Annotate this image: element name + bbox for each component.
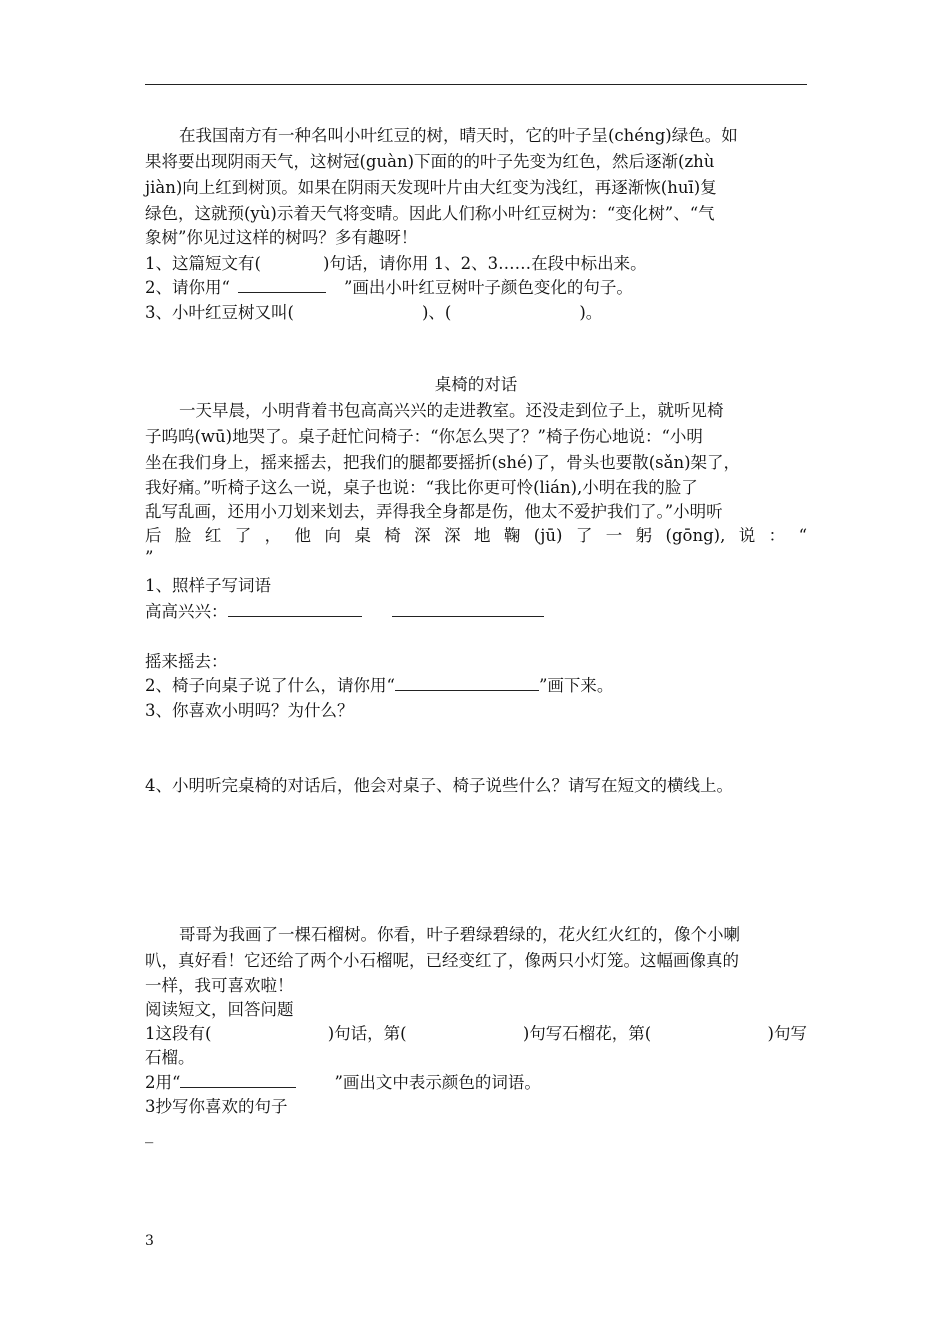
passage2-question-4: 4、小明听完桌椅的对话后，他会对桌子、椅子说些什么？请写在短文的横线上。 (145, 776, 733, 795)
word: 后 (145, 526, 162, 545)
word: 说 (738, 526, 756, 545)
underline-sample (238, 277, 326, 293)
word: 脸 (174, 526, 192, 545)
answer-line[interactable] (392, 601, 544, 617)
question-text: 2、请你用“ (145, 278, 230, 297)
word: 鞠 (503, 526, 521, 545)
passage2-line: 子呜呜(wū)地哭了。桌子赶忙问椅子：“你怎么哭了？”椅子伤心地说：“小明 (145, 427, 703, 446)
word: (gōng), (665, 526, 726, 545)
word: 桌 (354, 526, 371, 545)
question-text: )句写石榴花，第( (522, 1024, 652, 1043)
word: ， (264, 526, 282, 545)
underline-sample (180, 1072, 296, 1088)
passage2-line: 乱写乱画，还用小刀划来划去，弄得我全身都是伤，他太不爱护我们了。”小明听 (145, 502, 723, 521)
page-number: 3 (145, 1233, 154, 1249)
word: (jū) (533, 526, 563, 545)
passage1-question-1 (145, 252, 807, 276)
question-text: )句话，第( (327, 1024, 407, 1043)
passage3-line: 一样，我可喜欢啦！ (145, 976, 294, 995)
example-word: 摇来摇去： (145, 652, 228, 671)
question-text: ”画出文中表示颜色的词语。 (334, 1073, 541, 1092)
passage2-question-2 (145, 674, 807, 698)
header-rule (145, 84, 807, 85)
passage1-line: jiàn)向上红到树顶。如果在阴雨天发现叶片由大红变为浅红，再逐渐恢(huī)复 (145, 178, 717, 197)
passage2-line: ” (145, 548, 154, 567)
answer-line[interactable] (228, 601, 362, 617)
passage3-question-2 (145, 1071, 807, 1095)
passage2-line: 我好痛。”听椅子这么一说，桌子也说：“我比你更可怜(lián),小明在我的脸了 (145, 478, 698, 497)
word: 深 (414, 526, 431, 545)
word: ： (768, 526, 786, 545)
passage3-line: 哥哥为我画了一棵石榴树。你看，叶子碧绿碧绿的，花火红火红的，像个小喇 (179, 925, 740, 944)
word: 了 (234, 526, 252, 545)
passage3-question-3: 3抄写你喜欢的句子 (145, 1097, 288, 1116)
passage2-title: 桌椅的对话 (434, 375, 518, 394)
word: 了 (575, 526, 593, 545)
passage2-question-1: 1、照样子写词语 (145, 576, 271, 595)
passage1-question-3 (145, 301, 807, 325)
answer-mark[interactable]: _ (145, 1124, 154, 1143)
passage1-line: 果将要出现阴雨天气，这树冠(guàn)下面的的叶子先变为红色，然后逐渐(zhù (145, 152, 715, 171)
word: 他 (294, 526, 312, 545)
question-text: 1、这篇短文有( (145, 254, 261, 273)
passage1-line: 绿色，这就预(yù)示着天气将变晴。因此人们称小叶红豆树为：“变化树”、“气 (145, 204, 715, 223)
word: “ (798, 526, 807, 545)
question-text: 1这段有( (145, 1024, 212, 1043)
question-text: ”画出小叶红豆树叶子颜色变化的句子。 (343, 278, 633, 297)
word-example-row (145, 650, 807, 674)
passage1-question-2 (145, 276, 807, 300)
question-text: 2用“ (145, 1073, 181, 1092)
passage2-line: 坐在我们身上，摇来摇去，把我们的腿都要摇折(shé)了，骨头也要散(sǎn)架了， (145, 453, 741, 472)
passage1-line: 象树”你见过这样的树吗？多有趣呀！ (145, 228, 418, 247)
word-example-row (145, 600, 807, 624)
passage2-justified-line (145, 524, 807, 548)
question-text: )、( (421, 303, 452, 322)
question-text: )句话，请你用 1、2、3……在段中标出来。 (322, 254, 647, 273)
question-text: 3、小叶红豆树又叫( (145, 303, 294, 322)
question-text: 2、椅子向桌子说了什么，请你用“ (145, 676, 395, 695)
question-text: )。 (579, 303, 603, 322)
passage2-question-3: 3、你喜欢小明吗？为什么？ (145, 701, 354, 720)
word: 一 (605, 526, 623, 545)
word: 躬 (635, 526, 653, 545)
question-text: ”画下来。 (538, 676, 614, 695)
word: 向 (324, 526, 341, 545)
passage3-intro: 阅读短文，回答问题 (145, 1000, 294, 1019)
passage3-question-1 (145, 1022, 807, 1046)
underline-sample (395, 675, 539, 691)
example-word: 高高兴兴： (145, 602, 228, 621)
word: 深 (444, 526, 461, 545)
passage3-line: 叭，真好看！它还给了两个小石榴呢，已经变红了，像两只小灯笼。这幅画像真的 (145, 951, 739, 970)
question-text: )句写 (767, 1024, 807, 1043)
word: 地 (473, 526, 491, 545)
passage3-question-1-cont: 石榴。 (145, 1048, 195, 1067)
passage2-line: 一天早晨，小明背着书包高高兴兴的走进教室。还没走到位子上，就听见椅 (179, 401, 724, 420)
word: 红 (204, 526, 222, 545)
passage1-line: 在我国南方有一种名叫小叶红豆的树，晴天时，它的叶子呈(chéng)绿色。如 (179, 126, 738, 145)
word: 椅 (384, 526, 401, 545)
